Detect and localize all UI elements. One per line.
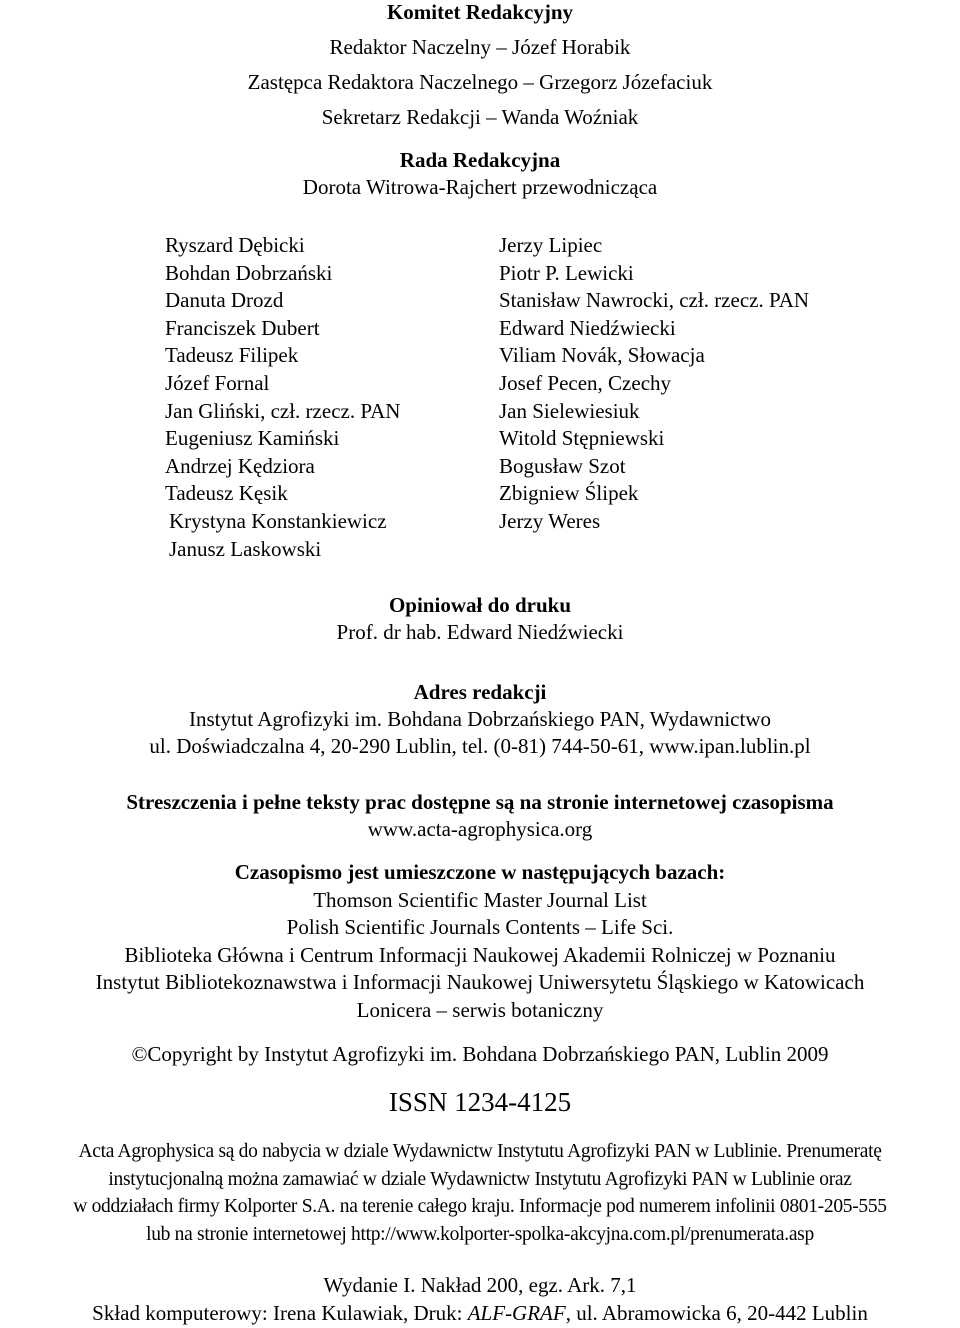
copyright-text: Copyright by Instytut Agrofizyki im. Bohdana Dobrzańskiego PAN, Lublin 2009 (147, 1042, 829, 1066)
address-street: ul. Doświadczalna 4, 20-290 Lublin, tel. (0-81) 744-50-61, www.ipan.lublin.pl (149, 734, 811, 758)
editorial-council (0, 148, 960, 202)
subscription-line: lub na stronie internetowej http://www.kolporter-spolka-akcyjna.com.pl/prenumerata.asp (146, 1223, 814, 1245)
edition-info (0, 1272, 960, 1328)
member-name: Viliam Novák, Słowacja (499, 343, 705, 368)
member-name: Jerzy Weres (499, 508, 601, 533)
member-name: Janusz Laskowski (169, 536, 322, 561)
copyright-icon: © (131, 1042, 148, 1066)
editorial-committee (0, 0, 960, 140)
databases-heading: Czasopismo jest umieszczone w następujących bazach: (234, 860, 726, 884)
member-name: Bogusław Szot (499, 453, 626, 478)
members-left-column (165, 232, 400, 563)
member-name: Józef Fornal (165, 370, 270, 395)
indexing-databases (0, 859, 960, 1024)
subscription-info (0, 1138, 960, 1248)
member-name: Witold Stępniewski (499, 426, 665, 451)
database-item: Lonicera – serwis botaniczny (356, 997, 604, 1022)
member-name: Eugeniusz Kamiński (165, 426, 340, 451)
typesetting-suffix: , ul. Abramowicka 6, 20-442 Lublin (565, 1301, 868, 1325)
member-name: Franciszek Dubert (165, 315, 320, 340)
member-name: Tadeusz Kęsik (165, 481, 288, 506)
member-name: Jan Gliński, czł. rzecz. PAN (165, 398, 401, 423)
journal-website: www.acta-agrophysica.org (367, 817, 593, 841)
database-item: Thomson Scientific Master Journal List (313, 887, 647, 912)
council-chair: Dorota Witrowa-Rajchert przewodnicząca (302, 175, 658, 199)
subscription-line: Acta Agrophysica są do nabycia w dziale Wydawnictw Instytutu Agrofizyki PAN w Lublinie. Prenumeratę (78, 1141, 882, 1162)
database-item: Polish Scientific Journals Contents – Life Sci. (286, 915, 674, 939)
member-name: Danuta Drozd (165, 288, 284, 313)
member-name: Ryszard Dębicki (165, 233, 305, 257)
online-abstracts (0, 789, 960, 843)
print-approval (0, 592, 960, 646)
editor-in-chief: Redaktor Naczelny – Józef Horabik (329, 35, 631, 59)
member-name: Jan Sielewiesiuk (499, 398, 640, 423)
editorial-address (0, 679, 960, 760)
copyright-notice (0, 1041, 960, 1068)
member-name: Bohdan Dobrzański (165, 260, 333, 285)
approval-reviewer: Prof. dr hab. Edward Niedźwiecki (336, 620, 624, 644)
committee-heading: Komitet Redakcyjny (386, 0, 574, 24)
address-heading: Adres redakcji (413, 680, 547, 704)
member-name: Edward Niedźwiecki (499, 315, 676, 340)
abstracts-heading: Streszczenia i pełne teksty prac dostępne są na stronie internetowej czasopisma (126, 790, 834, 814)
member-name: Jerzy Lipiec (499, 233, 603, 257)
member-name: Josef Pecen, Czechy (499, 370, 672, 395)
subscription-line: instytucjonalną można zamawiać w dziale Wydawnictw Instytutu Agrofizyki PAN w Lublinie oraz (108, 1168, 852, 1190)
member-name: Piotr P. Lewicki (499, 260, 634, 285)
address-institute: Instytut Agrofizyki im. Bohdana Dobrzańskiego PAN, Wydawnictwo (188, 707, 771, 731)
subscription-line: w oddziałach firmy Kolporter S.A. na terenie całego kraju. Informacje pod numerem infolinii 0801-205-555 (73, 1196, 887, 1217)
member-name: Krystyna Konstankiewicz (169, 508, 387, 533)
issn-number (0, 1086, 960, 1118)
print-run: Wydanie I. Nakład 200, egz. Ark. 7,1 (323, 1273, 637, 1297)
issn-text: ISSN 1234-4125 (388, 1087, 572, 1117)
approval-heading: Opiniował do druku (388, 593, 572, 617)
database-item: Instytut Bibliotekoznawstwa i Informacji Naukowej Uniwersytetu Śląskiego w Katowicach (95, 970, 865, 994)
member-name: Andrzej Kędziora (165, 453, 315, 478)
database-item: Biblioteka Główna i Centrum Informacji Naukowej Akademii Rolniczej w Poznaniu (124, 942, 836, 967)
printer-name: ALF-GRAF (467, 1301, 566, 1325)
member-name: Tadeusz Filipek (165, 343, 299, 368)
typesetting-prefix: Skład komputerowy: Irena Kulawiak, Druk: (92, 1301, 468, 1325)
typesetting-line (0, 1300, 960, 1328)
council-heading: Rada Redakcyjna (399, 148, 561, 172)
deputy-editor: Zastępca Redaktora Naczelnego – Grzegorz Józefaciuk (247, 70, 713, 94)
members-right-column (499, 232, 809, 536)
member-name: Stanisław Nawrocki, czł. rzecz. PAN (499, 288, 810, 313)
member-name: Zbigniew Ślipek (499, 481, 639, 506)
editorial-secretary: Sekretarz Redakcji – Wanda Woźniak (321, 105, 639, 129)
